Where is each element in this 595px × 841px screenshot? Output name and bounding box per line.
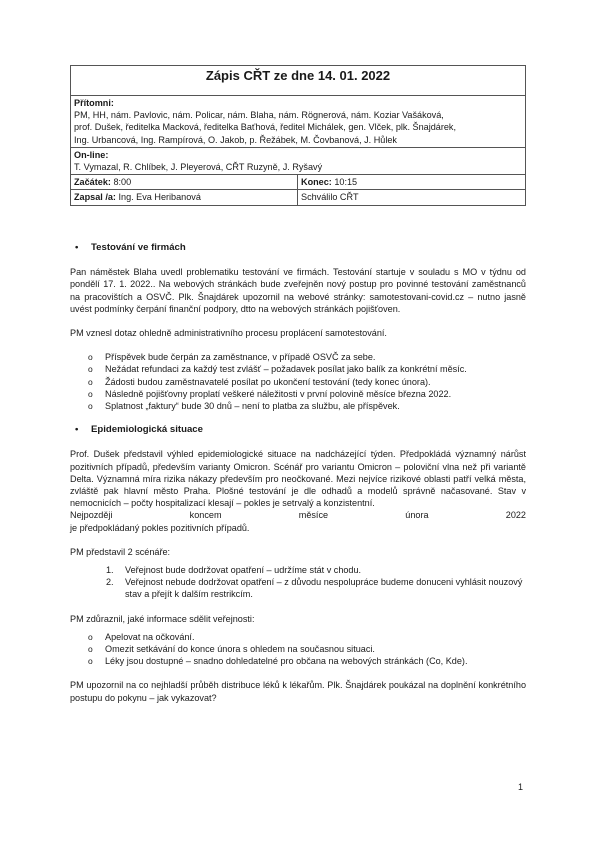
start-cell	[71, 175, 298, 190]
attendees-line: Ing. Urbancová, Ing. Rampírová, O. Jakob, p. Řežábek, M. Čovbanová, J. Hůlek	[74, 134, 397, 145]
circle-bullet-icon: o	[88, 656, 93, 667]
list-item: o Omezit setkávání do konce února s ohledem na současnou situaci.	[88, 644, 375, 655]
list-item: 1. Veřejnost bude dodržovat opatření – udržíme stát v chodu.	[106, 565, 362, 576]
circle-bullet-icon: o	[88, 352, 93, 363]
online-attendees: T. Vymazal, R. Chlíbek, J. Pleyerová, CŘT Ruzyně, J. Ryšavý	[74, 162, 323, 173]
paragraph: Prof. Dušek představil výhled epidemiologické situace na nadcházející týden. Předpokládá významný nárůst pozitivních případů, především varianty Omicron. Scénář pro variantu Omicron – poloviční vlna než při variantě Delta. Významná míra rizika nákazy především pro neočkované. Mezi nejvíce rizikové oblasti patří velká města, zvláště pak hlavní město Praha. Plošné testování je dle odhadů a modelů správně načasované. Stav v nemocnicích – počty hospitalizací klesají – pokles je setrvalý a konzistentní.	[70, 449, 526, 509]
section-heading	[70, 424, 526, 436]
sub-bullet-list	[70, 351, 526, 412]
list-item: o Nežádat refundaci za každý test zvlášť – požadavek posílat jako balík za konkrétní měsíc.	[88, 364, 467, 375]
list-item: o Apelovat na očkování.	[88, 631, 195, 642]
section-heading-text: Epidemiologická situace	[91, 424, 203, 436]
circle-bullet-icon: o	[88, 644, 93, 655]
circle-bullet-icon: o	[88, 401, 93, 412]
attendees-line: PM, HH, nám. Pavlovic, nám. Policar, nám. Blaha, nám. Rögnerová, nám. Koziar Vašáková,	[74, 110, 444, 121]
circle-bullet-icon: o	[88, 364, 93, 375]
list-item: o Následně pojišťovny proplatí veškeré náležitosti v první polovině měsíce března 2022.	[88, 388, 452, 399]
online-cell	[71, 147, 526, 174]
sub-bullet-list	[70, 631, 526, 668]
start-time: 8:00	[113, 177, 132, 188]
list-item: 2. Veřejnost nebude dodržovat opatření – z důvodu nespolupráce budeme donuceni vyhlásit nouzový stav a přejít k dalším restrikcím.	[106, 577, 523, 600]
end-time: 10:15	[334, 177, 358, 188]
end-cell	[298, 175, 526, 190]
paragraph: PM zdůraznil, jaké informace sdělit veřejnosti:	[70, 613, 255, 624]
bullet-icon: •	[75, 424, 79, 436]
paragraph-line: je předpokládaný pokles pozitivních případů.	[70, 522, 250, 533]
paragraph: PM vznesl dotaz ohledně administrativního procesu proplácení samotestování.	[70, 328, 387, 339]
page-number: 1	[518, 782, 524, 792]
circle-bullet-icon: o	[88, 388, 93, 399]
recorder-name: Ing. Eva Heribanová	[118, 192, 201, 203]
paragraph: PM představil 2 scénáře:	[70, 546, 171, 557]
document-body	[70, 240, 526, 704]
attendees-line: prof. Dušek, ředitelka Macková, ředitelka Baťhová, ředitel Michálek, gen. Vlček, plk. Šnajdárek,	[74, 122, 456, 133]
approved-cell: Schválilo CŘT	[298, 190, 526, 205]
scenario-list	[70, 564, 526, 601]
list-item: o Žádosti budou zaměstnavatelé posílat po ukončení testování (tedy konec února).	[88, 376, 431, 387]
document-title: Zápis CŘT ze dne 14. 01. 2022	[71, 66, 526, 96]
recorder-cell	[71, 190, 298, 205]
section-heading	[70, 242, 526, 254]
list-item: o Příspěvek bude čerpán za zaměstnance, v případě OSVČ za sebe.	[88, 352, 376, 363]
attendees-cell	[71, 96, 526, 148]
section-heading-text: Testování ve firmách	[91, 242, 186, 253]
paragraph: Pan náměstek Blaha uvedl problematiku testování ve firmách. Testování startuje v souladu s MO v týdnu od pondělí 17. 1. 2022.. Na webových stránkách bude zveřejněn nový postup pro povinné testování zaměstnanců na pracovištích a OSVČ. Plk. Šnajdárek upozornil na webové stránky: samotestovani-covid.cz – nutno jasně uvést podmínky čerpání finanční podpory, dtto na webových stránkách pojišťoven.	[70, 267, 526, 314]
circle-bullet-icon: o	[88, 631, 93, 642]
start-label: Začátek:	[74, 177, 111, 188]
end-label: Konec:	[301, 177, 332, 188]
meeting-header-table	[70, 65, 526, 206]
online-label: On-line:	[74, 149, 109, 160]
recorder-label: Zapsal /a:	[74, 192, 116, 203]
circle-bullet-icon: o	[88, 376, 93, 387]
list-item: o Splatnost „faktury“ bude 30 dnů – není to platba za službu, ale příspěvek.	[88, 401, 400, 412]
bullet-icon: •	[75, 242, 79, 253]
paragraph-line: Nejpozději koncem měsíce února 2022	[70, 510, 526, 521]
list-item: o Léky jsou dostupné – snadno dohledatelné pro občana na webových stránkách (Co, Kde).	[88, 656, 468, 667]
paragraph: PM upozornil na co nejhladší průběh distribuce léků k lékařům. Plk. Šnajdárek poukázal na doplnění konkrétního postupu do pokynu – jak vykazovat?	[70, 680, 526, 703]
attendees-label: Přítomni:	[74, 98, 114, 108]
